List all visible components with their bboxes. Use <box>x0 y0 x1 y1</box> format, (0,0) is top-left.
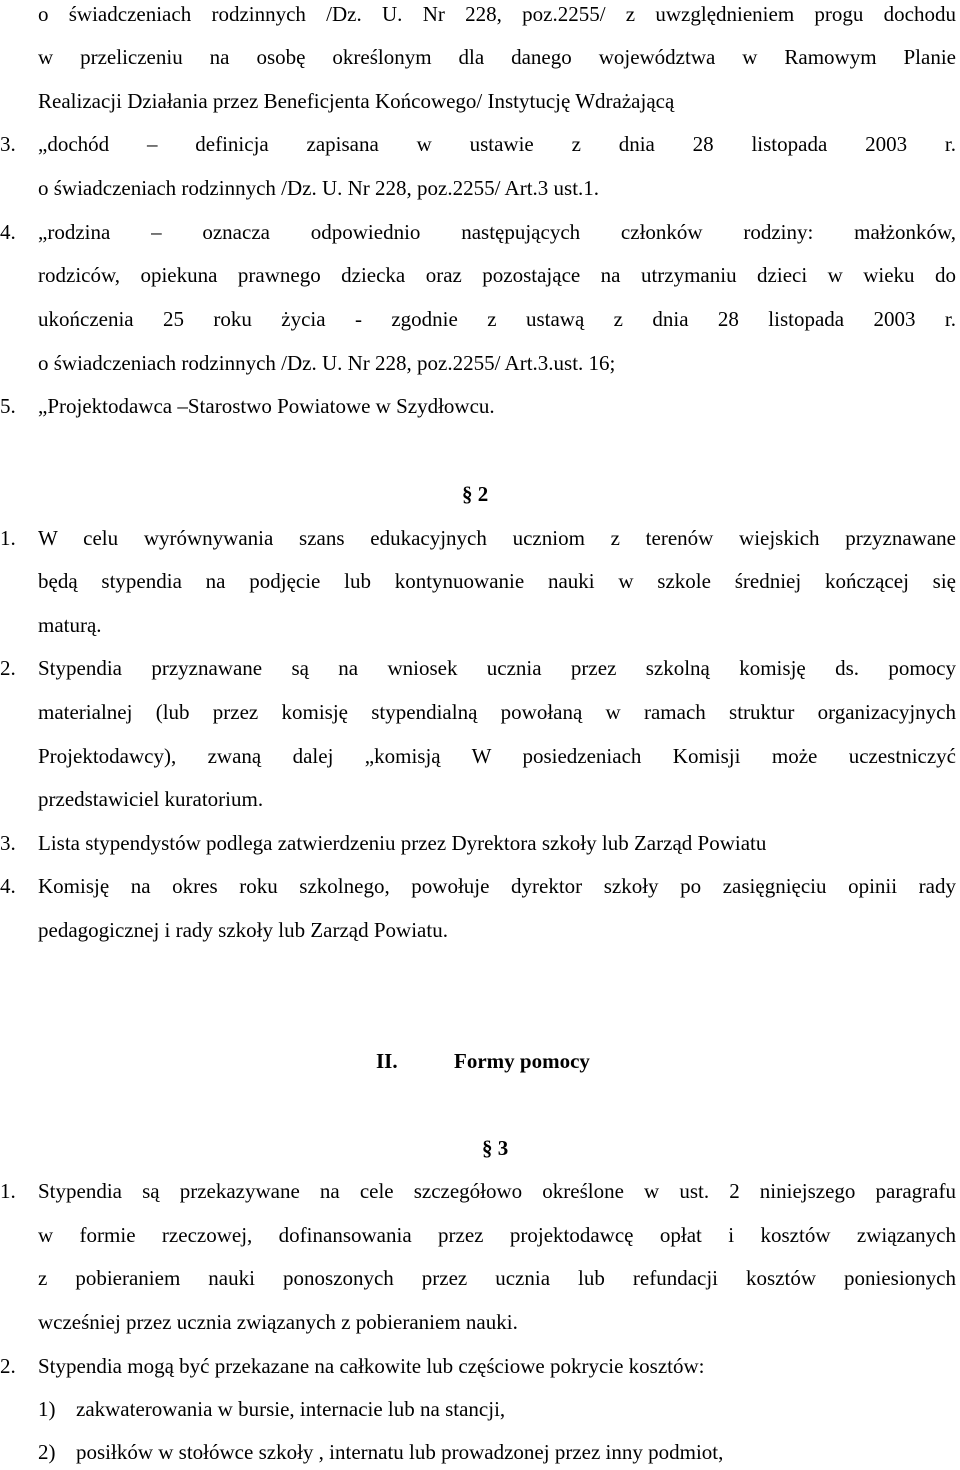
intro-line: Realizacji Działania przez Beneficjenta Końcowego/ Instytucję Wdrażającą <box>38 89 675 113</box>
section-heading: § 3 <box>482 1136 509 1160</box>
intro-line: w przeliczeniu na osobę określonym dla danego województwa w Ramowym Planie <box>38 45 956 69</box>
definition-line: rodziców, opiekuna prawnego dziecka oraz pozostające na utrzymaniu dzieci w wieku do <box>38 263 956 287</box>
list-item-line: Stypendia są przekazywane na cele szczegółowo określone w ust. 2 niniejszego paragrafu <box>38 1179 956 1203</box>
list-item-number: 2. <box>0 1354 16 1378</box>
list-item-line: pedagogicznej i rady szkoły lub Zarząd Powiatu. <box>38 918 448 942</box>
chapter-title: Formy pomocy <box>454 1049 590 1073</box>
list-item-line: Stypendia przyznawane są na wniosek ucznia przez szkolną komisję ds. pomocy <box>38 656 956 680</box>
intro-line: o świadczeniach rodzinnych /Dz. U. Nr 228, poz.2255/ z uwzględnieniem progu dochodu <box>38 2 956 26</box>
list-item-number: 4. <box>0 874 16 898</box>
list-item-line: wcześniej przez ucznia związanych z pobieraniem nauki. <box>38 1310 518 1334</box>
sublist-item-text: zakwaterowania w bursie, internacie lub na stancji, <box>76 1397 506 1421</box>
list-item-line: Komisję na okres roku szkolnego, powołuje dyrektor szkoły po zasięgnięciu opinii rady <box>38 874 956 898</box>
list-item-line: Stypendia mogą być przekazane na całkowite lub częściowe pokrycie kosztów: <box>38 1354 705 1378</box>
list-item-number: 1. <box>0 1179 16 1203</box>
list-item-line: W celu wyrównywania szans edukacyjnych uczniom z terenów wiejskich przyznawane <box>38 526 956 550</box>
definition-number: 5. <box>0 394 16 418</box>
definition-line: o świadczeniach rodzinnych /Dz. U. Nr 228, poz.2255/ Art.3 ust.1. <box>38 176 600 200</box>
definition-number: 4. <box>0 220 16 244</box>
sublist-item-number: 2) <box>38 1440 56 1464</box>
list-item-line: materialnej (lub przez komisję stypendialną powołaną w ramach struktur organizacyjnych <box>38 700 956 724</box>
definition-line: o świadczeniach rodzinnych /Dz. U. Nr 228, poz.2255/ Art.3.ust. 16; <box>38 351 616 375</box>
list-item-number: 3. <box>0 831 16 855</box>
chapter-number: II. <box>376 1049 398 1073</box>
section-heading: § 2 <box>462 482 489 506</box>
list-item-line: Projektodawcy), zwaną dalej „komisją W posiedzeniach Komisji może uczestniczyć <box>38 744 956 768</box>
sublist-item-text: posiłków w stołówce szkoły , internatu lub prowadzonej przez inny podmiot, <box>76 1440 724 1464</box>
list-item-line: przedstawiciel kuratorium. <box>38 787 264 811</box>
list-item-number: 1. <box>0 526 16 550</box>
list-item-line: Lista stypendystów podlega zatwierdzeniu przez Dyrektora szkoły lub Zarząd Powiatu <box>38 831 767 855</box>
definition-line: „Projektodawca –Starostwo Powiatowe w Szydłowcu. <box>38 394 495 418</box>
list-item-number: 2. <box>0 656 16 680</box>
list-item-line: maturą. <box>38 613 102 637</box>
definition-line: ukończenia 25 roku życia - zgodnie z ustawą z dnia 28 listopada 2003 r. <box>38 307 956 331</box>
definition-line: „rodzina – oznacza odpowiednio następujących członków rodziny: małżonków, <box>38 220 956 244</box>
definition-line: „dochód – definicja zapisana w ustawie z dnia 28 listopada 2003 r. <box>38 132 956 156</box>
list-item-line: z pobieraniem nauki ponoszonych przez ucznia lub refundacji kosztów poniesionych <box>38 1266 956 1290</box>
definition-number: 3. <box>0 132 16 156</box>
sublist-item-number: 1) <box>38 1397 56 1421</box>
list-item-line: będą stypendia na podjęcie lub kontynuowanie nauki w szkole średniej kończącej się <box>38 569 956 593</box>
list-item-line: w formie rzeczowej, dofinansowania przez projektodawcę opłat i kosztów związanych <box>38 1223 956 1247</box>
